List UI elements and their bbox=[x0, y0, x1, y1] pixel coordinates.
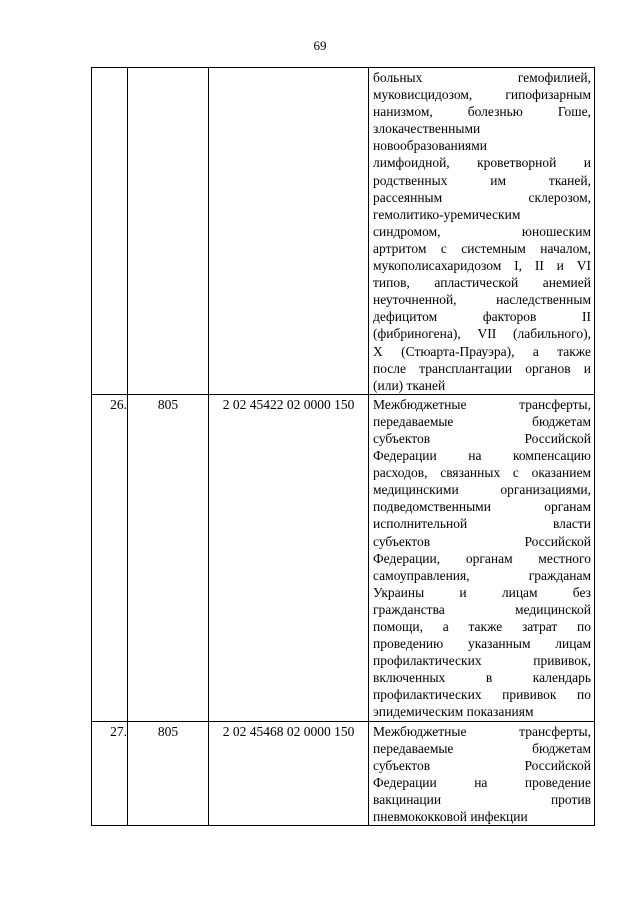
row-number-cell: 27. bbox=[92, 721, 128, 826]
description-line: типов, апластической анемией bbox=[373, 275, 591, 291]
description-line: синдромом, юношеским bbox=[373, 223, 591, 239]
description-line: нанизмом, болезнью Гоше, bbox=[373, 104, 591, 120]
description-line: больных гемофилией, bbox=[373, 70, 591, 85]
description-line: гемолитико-уремическим bbox=[373, 206, 521, 222]
description-line: артритом с системным началом, bbox=[373, 240, 591, 256]
description-line: дефицитом факторов II bbox=[373, 309, 591, 325]
description-line: мукополисахаридозом I, II и VI bbox=[373, 258, 591, 274]
description-line: субъектов Российской bbox=[373, 533, 591, 549]
description-line: передаваемые бюджетам bbox=[373, 740, 591, 756]
description-line: помощи, а также затрат по bbox=[373, 619, 591, 634]
budget-classification-code-cell: 2 02 45422 02 0000 150 bbox=[209, 394, 369, 721]
description-line: исполнительной власти bbox=[373, 516, 591, 532]
description-line: профилактических прививок, bbox=[373, 653, 591, 669]
table-row bbox=[92, 394, 595, 721]
description-line: вакцинации против bbox=[373, 791, 591, 807]
budget-classification-code-cell bbox=[209, 68, 369, 395]
description-line: родственных им тканей, bbox=[373, 172, 591, 188]
description-line: пневмококковой инфекции bbox=[373, 809, 528, 825]
description-line: после трансплантации органов и bbox=[373, 360, 591, 376]
description-line: проведению указанным лицам bbox=[373, 636, 591, 652]
description-line: эпидемическим показаниям bbox=[373, 704, 534, 720]
table-row bbox=[92, 68, 595, 395]
revenue-description-cell bbox=[369, 68, 595, 395]
description-line: медицинскими организациями, bbox=[373, 482, 591, 498]
revenue-description-cell bbox=[369, 721, 595, 826]
description-line: (или) тканей bbox=[373, 377, 446, 393]
description-line: неуточненной, наследственным bbox=[373, 292, 591, 308]
description-line: подведомственными органам bbox=[373, 499, 591, 515]
revenue-description-cell bbox=[369, 394, 595, 721]
admin-code-cell: 805 bbox=[128, 394, 209, 721]
description-line: (фибриногена), VII (лабильного), bbox=[373, 326, 591, 342]
description-line: Федерации на проведение bbox=[373, 774, 591, 790]
description-line: новообразованиями bbox=[373, 138, 487, 154]
description-line: лимфоидной, кроветворной и bbox=[373, 155, 591, 171]
budget-classification-code-cell: 2 02 45468 02 0000 150 bbox=[209, 721, 369, 826]
row-number-cell bbox=[92, 68, 128, 395]
description-line: включенных в календарь bbox=[373, 670, 591, 686]
description-line: субъектов Российской bbox=[373, 430, 591, 446]
admin-code-cell bbox=[128, 68, 209, 395]
table-row bbox=[92, 721, 595, 826]
description-line: X (Стюарта-Прауэра), а также bbox=[373, 343, 591, 359]
description-line: рассеянным склерозом, bbox=[373, 189, 591, 205]
description-line: Украины и лицам без bbox=[373, 584, 591, 600]
description-line: Федерации на компенсацию bbox=[373, 448, 591, 464]
description-line: злокачественными bbox=[373, 121, 481, 137]
budget-table bbox=[91, 67, 595, 826]
description-line: Федерации, органам местного bbox=[373, 550, 591, 566]
description-line: расходов, связанных с оказанием bbox=[373, 465, 591, 481]
description-line: субъектов Российской bbox=[373, 757, 591, 773]
description-line: гражданства медицинской bbox=[373, 601, 591, 617]
description-line: муковисцидозом, гипофизарным bbox=[373, 87, 591, 103]
description-line: профилактических прививок по bbox=[373, 687, 591, 703]
page-number: 69 bbox=[313, 38, 327, 53]
description-line: самоуправления, гражданам bbox=[373, 567, 591, 583]
description-line: Межбюджетные трансферты, bbox=[373, 723, 591, 739]
table-body bbox=[92, 68, 595, 826]
row-number-cell: 26. bbox=[92, 394, 128, 721]
admin-code-cell: 805 bbox=[128, 721, 209, 826]
description-line: передаваемые бюджетам bbox=[373, 413, 591, 429]
description-line: Межбюджетные трансферты, bbox=[373, 396, 591, 412]
